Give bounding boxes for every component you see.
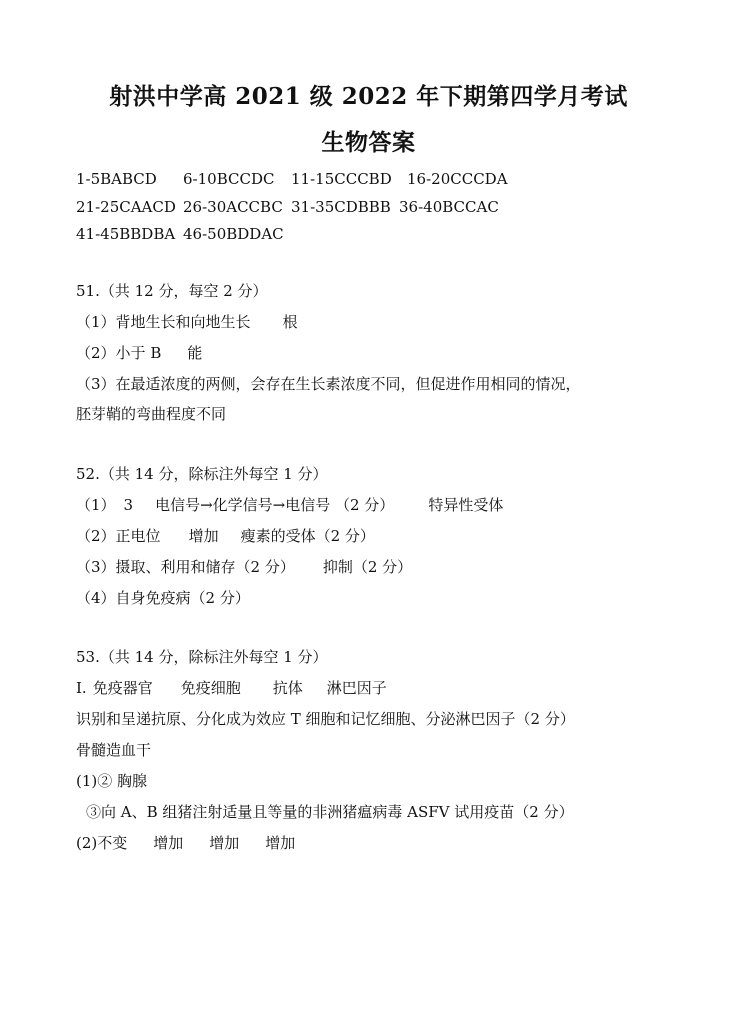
q51-answer-3: （3）在最适浓度的两侧，会存在生长素浓度不同，但促进作用相同的情况， <box>76 375 581 393</box>
q52-a1-part1: 3 <box>123 496 134 514</box>
q52-a2-part2: 增加 <box>188 527 219 545</box>
exam-title: 射洪中学高 2021 级 2022 年下期第四学月考试 <box>109 83 628 110</box>
q51-a2-part2: 能 <box>187 344 203 362</box>
q52-answer-1 <box>76 496 503 514</box>
q53-l6-num: (2) <box>76 834 98 852</box>
q53-l1-part3: 抗体 <box>272 679 303 697</box>
q52-a1-part2: 电信号→化学信号→电信号 （2 分） <box>155 496 395 514</box>
q51-answer-3-cont: 胚芽鞘的弯曲程度不同 <box>76 405 227 423</box>
q53-l6-part2: 增加 <box>153 834 184 852</box>
q52-a1-num: （1） <box>76 496 116 514</box>
q53-header: 53.（共 14 分，除标注外每空 1 分） <box>76 648 328 666</box>
q53-l1-part2: 免疫细胞 <box>180 679 241 697</box>
q51-a1-part2: 根 <box>282 313 298 331</box>
mcq-group: 1-5BABCD <box>76 170 157 188</box>
q53-line-4: (1)② 胸腺 <box>76 772 148 790</box>
answer-subtitle: 生物答案 <box>321 129 416 156</box>
q51-answer-1 <box>76 313 298 331</box>
mcq-group: 21-25CAACD <box>76 198 176 216</box>
q52-header: 52.（共 14 分，除标注外每空 1 分） <box>76 465 328 483</box>
mcq-group: 41-45BBDBA <box>76 225 176 243</box>
q52-a2-part3: 瘦素的受体（2 分） <box>240 527 375 545</box>
q52-a2-num: （2） <box>76 527 116 545</box>
mcq-group: 36-40BCCAC <box>399 198 499 216</box>
q52-a1-part3: 特异性受体 <box>428 496 504 514</box>
q51-answer-2 <box>76 344 202 362</box>
q51-a1-part1: 背地生长和向地生长 <box>115 313 251 331</box>
q52-a3-num: （3） <box>76 558 116 576</box>
mcq-group: 26-30ACCBC <box>183 198 283 216</box>
mcq-group: 11-15CCCBD <box>291 170 392 188</box>
q53-line-2: 识别和呈递抗原、分化成为效应 T 细胞和记忆细胞、分泌淋巴因子（2 分） <box>76 710 575 728</box>
q52-answer-4: （4）自身免疫病（2 分） <box>76 589 250 607</box>
mcq-group: 31-35CDBBB <box>291 198 391 216</box>
q52-a2-part1: 正电位 <box>115 527 161 545</box>
q51-a2-part1: 小于 B <box>115 344 162 362</box>
q53-line-5: ③向 A、B 组猪注射适量且等量的非洲猪瘟病毒 ASFV 试用疫苗（2 分） <box>86 803 574 821</box>
q51-a2-num: （2） <box>76 344 116 362</box>
q53-l1-part4: 淋巴因子 <box>326 679 387 697</box>
q53-l6-part3: 增加 <box>209 834 240 852</box>
q52-answer-2 <box>76 527 375 545</box>
q52-a3-part1: 摄取、利用和储存（2 分） <box>115 558 295 576</box>
q51-header: 51.（共 12 分，每空 2 分） <box>76 282 268 300</box>
q52-a3-part2: 抑制（2 分） <box>322 558 413 576</box>
q51-a1-num: （1） <box>76 313 116 331</box>
q53-l6-part1: 不变 <box>97 834 128 852</box>
q53-line-6 <box>76 834 295 852</box>
q53-line-3: 骨髓造血干 <box>76 741 152 759</box>
mcq-group: 46-50BDDAC <box>183 225 284 243</box>
mcq-group: 6-10BCCDC <box>183 170 275 188</box>
mcq-group: 16-20CCCDA <box>407 170 508 188</box>
q53-l1-num: I. <box>76 679 87 697</box>
q53-line-1 <box>76 679 387 697</box>
q53-l6-part4: 增加 <box>265 834 296 852</box>
q52-answer-3 <box>76 558 412 576</box>
q53-l1-part1: 免疫器官 <box>92 679 153 697</box>
